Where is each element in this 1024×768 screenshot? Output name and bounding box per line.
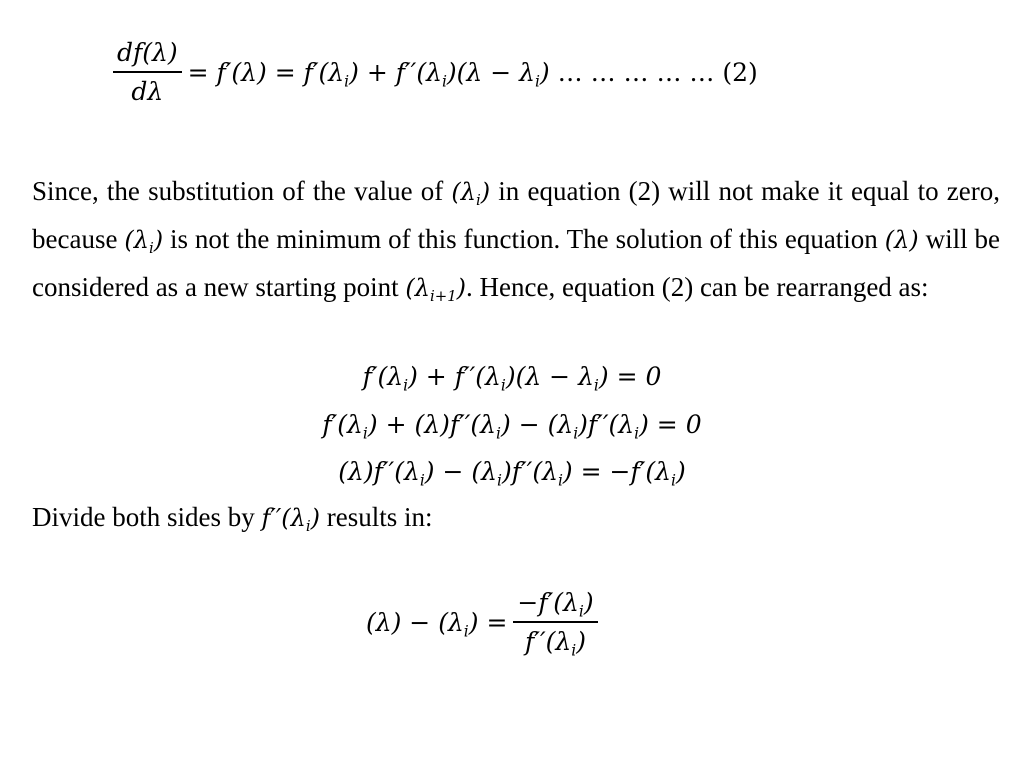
math-part: ) − (λ [501, 410, 574, 439]
math-part: ) [675, 457, 686, 486]
sentence-text: results in: [320, 502, 433, 532]
math-part: ) [480, 178, 491, 206]
rearranged-equation-3 [0, 457, 1024, 490]
equation-dots: … … … … … [549, 57, 723, 87]
subscript: i [670, 471, 676, 490]
rhs-part: ) [539, 57, 550, 87]
fraction-numerator: df(λ) [113, 38, 182, 73]
math-part: )f′′(λ [578, 410, 635, 439]
math-part: ) − (λ [424, 457, 497, 486]
inline-math [405, 274, 467, 306]
fraction-denominator: dλ [131, 77, 164, 106]
math-part: (λ)f′′(λ [338, 457, 420, 486]
subscript: i [344, 71, 350, 90]
math-part: ) + f′′(λ [408, 362, 501, 391]
inline-math [451, 178, 491, 210]
subscript: i [534, 71, 540, 90]
math-part: (λ) − (λ [366, 607, 464, 637]
subscript: i [593, 376, 599, 395]
subscript: i [500, 376, 506, 395]
rhs-part: )(λ − λ [446, 57, 535, 87]
final-equation [366, 588, 604, 660]
subscript: i+1 [429, 287, 457, 306]
inline-math [261, 504, 321, 536]
subscript: i [305, 517, 311, 536]
math-part: ) + (λ)f′′(λ [367, 410, 497, 439]
math-part: f′′(λ [525, 627, 572, 656]
math-part: f′(λ [362, 362, 404, 391]
subscript: i [573, 424, 579, 443]
math-part: )f′′(λ [501, 457, 558, 486]
subscript: i [463, 621, 469, 640]
subscript: i [403, 376, 409, 395]
subscript: i [578, 602, 584, 621]
math-part: ) = −f′(λ [562, 457, 671, 486]
paragraph-text: Since, the substitution of the value of [32, 176, 452, 206]
rearranged-equation-1 [0, 362, 1024, 395]
paragraph-text: is not the minimum of this function. The solution of this equation [163, 224, 885, 254]
divide-sentence [32, 502, 433, 536]
final-fraction [513, 588, 597, 660]
explanation-paragraph [32, 168, 1000, 312]
final-lhs [366, 607, 508, 640]
subscript: i [557, 471, 563, 490]
derivative-fraction [113, 38, 182, 106]
subscript: i [441, 71, 447, 90]
subscript: i [634, 424, 640, 443]
math-part: (λ [124, 226, 149, 254]
equation-label: (2) [722, 57, 758, 87]
math-part: f′′(λ [261, 504, 306, 532]
subscript: i [475, 191, 481, 210]
math-part: ) [310, 504, 320, 532]
math-part: ) [576, 627, 586, 656]
paragraph-text: in equation (2) will not make it equal to zero, because [32, 176, 1000, 254]
math-part: −f′(λ [517, 588, 579, 617]
rhs-part: ) + f′′(λ [349, 57, 442, 87]
paragraph-text: . Hence, equation (2) can be rearranged as: [466, 272, 929, 302]
math-part: ) [583, 588, 594, 617]
math-part: ) [153, 226, 164, 254]
fraction-numerator [513, 588, 597, 623]
paragraph-text: will be considered as a new starting point [32, 224, 1000, 302]
subscript: i [497, 471, 502, 490]
math-part: ) = 0 [639, 410, 702, 439]
math-part: ) = [468, 607, 508, 637]
sentence-text: Divide both sides by [32, 502, 262, 532]
equation-2-rhs [187, 57, 758, 90]
math-part: (λ [405, 274, 430, 302]
subscript: i [419, 471, 425, 490]
rhs-part: = f′(λ) = f′(λ [187, 57, 345, 87]
rearranged-equation-2 [0, 410, 1024, 443]
equation-2 [113, 38, 758, 106]
subscript: i [362, 424, 368, 443]
math-part: (λ [451, 178, 476, 206]
subscript: i [571, 641, 577, 660]
inline-math: (λ) [884, 226, 919, 254]
math-part: ) = 0 [598, 362, 662, 391]
math-part: ) [456, 274, 467, 302]
math-part: )(λ − λ [505, 362, 594, 391]
inline-math [124, 226, 164, 258]
fraction-denominator [525, 623, 586, 660]
subscript: i [148, 239, 154, 258]
subscript: i [496, 424, 501, 443]
math-part: f′(λ [322, 410, 363, 439]
